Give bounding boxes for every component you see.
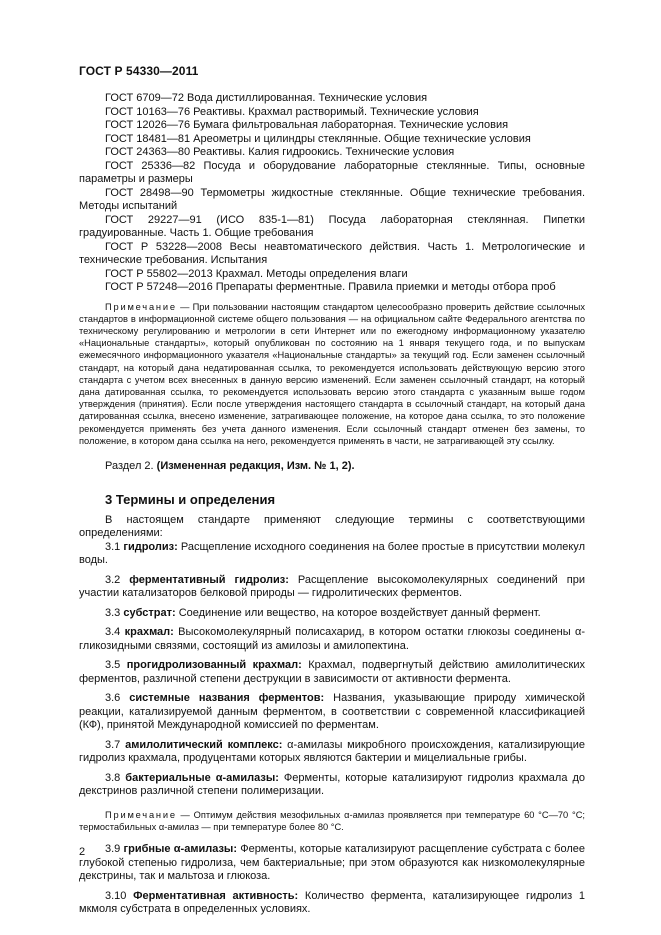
term-number: 3.3 <box>105 606 124 619</box>
reference-item: ГОСТ 18481—81 Ареометры и цилиндры стеклянные. Общие технические условия <box>105 132 531 145</box>
term-name: системные названия ферментов: <box>129 692 325 705</box>
term-number: 3.10 <box>105 889 134 902</box>
document-header: ГОСТ Р 54330—2011 <box>79 64 199 78</box>
note-block-2 <box>79 809 585 833</box>
term-definition <box>79 692 585 733</box>
reference-item: ГОСТ 28498—90 Термометры жидкостные стеклянные. Общие технические требования. Методы испытаний <box>79 186 585 212</box>
reference-list <box>79 92 585 295</box>
term-text: Количество фермента, катализирующее гидролиз 1 мкмоля субстрата в определенных условиях. <box>79 889 585 916</box>
section-2-change-note <box>79 460 585 474</box>
section-3-title: 3 Термины и определения <box>105 492 276 508</box>
term-definition <box>79 607 585 621</box>
term-definition <box>79 890 585 917</box>
term-name: грибные α-амилазы: <box>123 843 237 856</box>
term-number: 3.9 <box>105 843 124 856</box>
term-name: Ферментативная активность: <box>133 889 299 902</box>
section-2-prefix: Раздел 2. <box>105 459 157 472</box>
reference-item: ГОСТ 6709—72 Вода дистиллированная. Технические условия <box>105 92 428 104</box>
term-text: Ферменты, которые катализируют гидролиз крахмала до декстринов различной степени полимеризации. <box>79 771 585 798</box>
term-name: субстрат: <box>123 606 176 619</box>
reference-item: ГОСТ 12026—76 Бумага фильтровальная лабораторная. Технические условия <box>105 119 509 131</box>
term-definition <box>79 541 585 568</box>
page-number: 2 <box>79 846 86 858</box>
terms-list <box>79 541 585 799</box>
section-2-amendment: (Измененная редакция, Изм. № 1, 2). <box>156 459 355 472</box>
term-name: амилолитический комплекс: <box>125 738 283 751</box>
term-definition <box>79 843 585 884</box>
term-name: гидролиз: <box>123 540 178 553</box>
reference-item: ГОСТ 10163—76 Реактивы. Крахмал растворимый. Технические условия <box>105 105 479 118</box>
term-name: ферментативный гидролиз: <box>129 573 289 586</box>
term-text: α-амилазы микробного происхождения, катализирующие гидролиз крахмала, продуцентами которых являются бактерии и мицелиальные грибы. <box>79 738 585 765</box>
term-text: Расщепление высокомолекулярных соединений при участии катализаторов белковой природы — гидролитических ферментов. <box>79 573 585 600</box>
term-name: прогидролизованный крахмал: <box>126 659 302 672</box>
term-text: Названия, указывающие природу химической реакции, катализируемой данным ферментом, в соответствии с современной классификацией (КФ), принятой Международной комиссией по ферментам. <box>79 692 585 732</box>
reference-item: ГОСТ Р 57248—2016 Препараты ферментные. Правила приемки и методы отбора проб <box>105 281 556 293</box>
term-text: Высокомолекулярный полисахарид, в котором остатки глюкозы соединены α-гликозидными связями, состоящий из амилозы и амилопектина. <box>79 626 585 652</box>
term-number: 3.7 <box>105 738 126 751</box>
terms-list-continued <box>79 843 585 917</box>
note-label: Примечание <box>105 301 177 312</box>
reference-item: ГОСТ Р 55802—2013 Крахмал. Методы определения влаги <box>105 267 408 280</box>
reference-item: ГОСТ 24363—80 Реактивы. Калия гидроокись. Технические условия <box>105 146 455 158</box>
term-number: 3.4 <box>105 626 125 639</box>
term-name: крахмал: <box>124 626 174 639</box>
term-text: Расщепление исходного соединения на более простые в присутствии молекул воды. <box>79 540 585 567</box>
term-definition <box>79 772 585 799</box>
term-number: 3.6 <box>105 692 130 705</box>
term-definition <box>79 659 585 686</box>
term-definition <box>79 626 585 653</box>
note-2-label: Примечание <box>105 809 177 820</box>
term-definition <box>79 739 585 766</box>
term-definition <box>79 574 585 601</box>
note-2-text: — Оптимум действия мезофильных α-амилаз проявляется при температуре 60 °С—70 °С; термостабильных α-амилаз — при температуре более 80 °С. <box>79 809 585 833</box>
term-number: 3.1 <box>105 540 124 553</box>
term-text: Ферменты, которые катализируют расщепление субстрата с более глубокой степенью гидролиза, чем бактериальные; при этом образуются как низкомолекулярные декстрины, так и мальтоза и глюкоза. <box>79 843 585 883</box>
note-text: — При пользовании настоящим стандартом целесообразно проверить действие ссылочных стандартов в информационной системе общего пользования — на официальном сайте Федерального агентства по техническому регулированию и метрологии в сети Интернет или по ежегодному информационному указателю «Национальные стандарты», который опубликован по состоянию на 1 января текущего года, и по выпускам ежемесячного информационного указателя «Национальные стандарты» за текущий год. Если заменен ссылочный стандарт, на который дана недатированная ссылка, то рекомендуется использовать действующую версию этого стандарта с учетом всех внесенных в данную версию изменений. Если заменен ссылочный стандарт, на который дана датированная ссылка, то рекомендуется использовать версию этого стандарта с указанным выше годом утверждения (принятия). Если после утверждения настоящего стандарта в ссылочный стандарт, на который дана датированная ссылка, внесено изменение, затрагивающее положение, на которое дана ссылка, то это положение рекомендуется применять без учета данного изменения. Если ссылочный стандарт отменен без замены, то положение, в котором дана ссылка на него, рекомендуется применять в части, не затрагивающей эту ссылку. <box>79 301 585 446</box>
term-number: 3.8 <box>105 771 126 784</box>
term-text: Крахмал, подвергнутый действию амилолитических ферментов, различной степени деструкции в зависимости от активности фермента. <box>79 659 585 685</box>
term-name: бактериальные α-амилазы: <box>125 771 279 784</box>
page-content <box>79 92 585 923</box>
note-block <box>79 301 585 447</box>
section-3-intro: В настоящем стандарте применяют следующие термины с соответствующими определениями: <box>79 513 585 540</box>
reference-item: ГОСТ 25336—82 Посуда и оборудование лабораторные стеклянные. Типы, основные параметры и размеры <box>79 159 585 185</box>
reference-item: ГОСТ 29227—91 (ИСО 835-1—81) Посуда лабораторная стеклянная. Пипетки градуированные. Часть 1. Общие требования <box>79 213 585 239</box>
term-number: 3.2 <box>105 573 130 586</box>
term-text: Соединение или вещество, на которое воздействует данный фермент. <box>175 606 541 619</box>
reference-item: ГОСТ Р 53228—2008 Весы неавтоматического действия. Часть 1. Метрологические и технические требования. Испытания <box>79 240 585 266</box>
term-number: 3.5 <box>105 659 127 672</box>
